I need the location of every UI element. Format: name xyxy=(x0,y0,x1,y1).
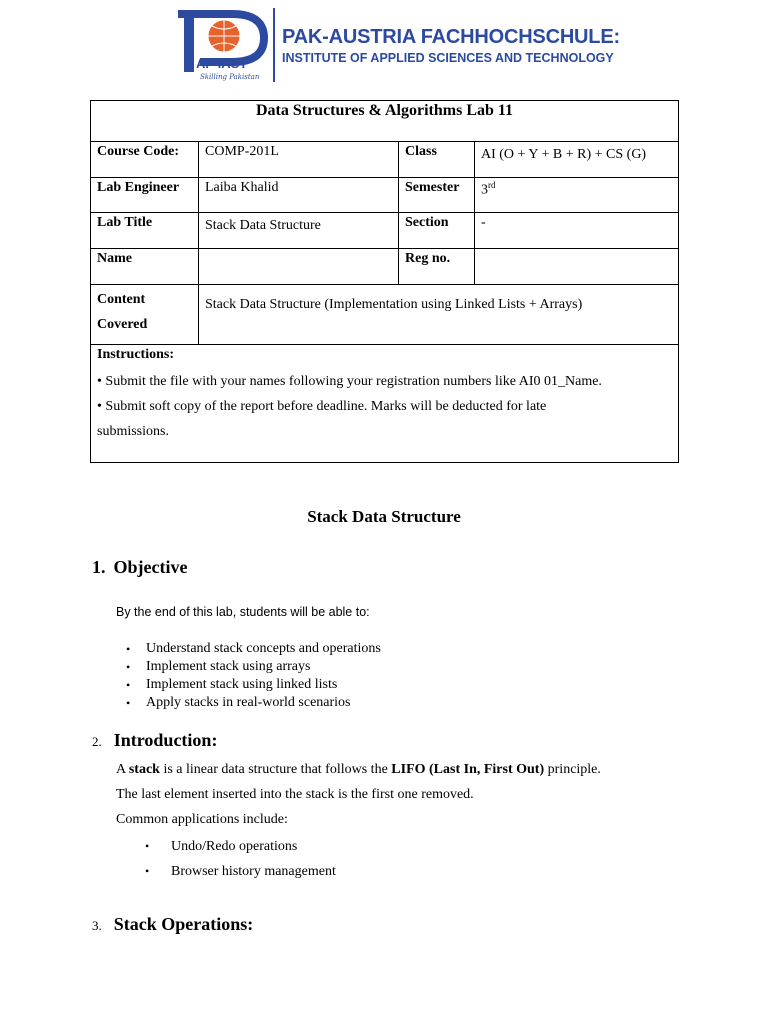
af-iast-logo xyxy=(172,6,272,84)
section-3-number: 3. xyxy=(92,918,102,933)
reg-no-label: Reg no. xyxy=(399,249,475,285)
institution-subtitle: INSTITUTE OF APPLIED SCIENCES AND TECHNOLOGY xyxy=(282,51,614,65)
intro-text-a: A xyxy=(116,762,129,777)
objectives-list xyxy=(146,640,381,712)
intro-line-1 xyxy=(116,762,601,778)
semester-suffix: rd xyxy=(488,180,496,190)
class-label: Class xyxy=(399,142,475,178)
document-heading: Stack Data Structure xyxy=(307,507,461,526)
class-value: AI (O + Y + B + R) + CS (G) xyxy=(475,142,679,178)
section-operations-heading xyxy=(92,914,253,935)
instruction-1: • Submit the file with your names following your registration numbers like AI0 01_Name. xyxy=(97,374,602,389)
lab-title-header: Data Structures & Algorithms Lab 11 xyxy=(91,101,679,142)
instruction-2b: submissions. xyxy=(97,424,169,439)
content-covered-value: Stack Data Structure (Implementation using Linked Lists + Arrays) xyxy=(199,285,679,345)
section-objective-heading xyxy=(92,557,187,578)
objective-item: • Implement stack using arrays xyxy=(103,658,381,676)
application-item: • Undo/Redo operations xyxy=(140,834,336,859)
intro-text-b: is a linear data structure that follows the xyxy=(159,762,392,777)
section-1-title: Objective xyxy=(113,557,188,577)
intro-line-3: Common applications include: xyxy=(116,812,288,827)
logo-text: AF-IAST xyxy=(196,56,248,71)
intro-line-2: The last element inserted into the stack is the first one removed. xyxy=(116,787,474,802)
semester-number: 3 xyxy=(481,182,488,198)
lab-title-value: Stack Data Structure xyxy=(199,213,399,249)
objective-item: • Understand stack concepts and operations xyxy=(103,640,381,658)
objective-item: • Implement stack using linked lists xyxy=(103,676,381,694)
section-value: - xyxy=(475,213,679,249)
section-label: Section xyxy=(399,213,475,249)
section-3-title: Stack Operations: xyxy=(113,914,254,934)
objective-item: • Apply stacks in real-world scenarios xyxy=(103,694,381,712)
reg-no-value xyxy=(475,249,679,285)
semester-value xyxy=(475,178,679,213)
instructions-cell xyxy=(91,345,679,463)
objective-intro: By the end of this lab, students will be able to: xyxy=(116,605,370,619)
section-2-title: Introduction: xyxy=(113,730,218,750)
content-label-line2: Covered xyxy=(97,317,148,332)
lab-engineer-value: Laiba Khalid xyxy=(199,178,399,213)
course-code-value: COMP-201L xyxy=(199,142,399,178)
content-label-line1: Content xyxy=(97,292,146,307)
logo-tagline: Skilling Pakistan xyxy=(200,73,260,81)
intro-text-c: principle. xyxy=(544,762,601,777)
applications-list xyxy=(140,834,336,884)
section-1-number: 1. xyxy=(92,557,106,577)
lab-engineer-label: Lab Engineer xyxy=(91,178,199,213)
semester-label: Semester xyxy=(399,178,475,213)
name-label: Name xyxy=(91,249,199,285)
application-item: • Browser history management xyxy=(140,859,336,884)
lab-info-table xyxy=(90,100,679,463)
course-code-label: Course Code: xyxy=(91,142,199,178)
instructions-label: Instructions: xyxy=(97,347,175,362)
name-value xyxy=(199,249,399,285)
section-2-number: 2. xyxy=(92,734,102,749)
content-covered-label xyxy=(91,285,199,345)
intro-term-lifo: LIFO (Last In, First Out) xyxy=(391,762,545,777)
lab-title-label: Lab Title xyxy=(91,213,199,249)
section-introduction-heading xyxy=(92,730,217,751)
intro-term-stack: stack xyxy=(128,762,160,777)
institution-title: PAK-AUSTRIA FACHHOCHSCHULE: xyxy=(282,26,620,48)
instruction-2a: • Submit soft copy of the report before deadline. Marks will be deducted for late xyxy=(97,399,547,414)
header-divider xyxy=(273,8,275,82)
